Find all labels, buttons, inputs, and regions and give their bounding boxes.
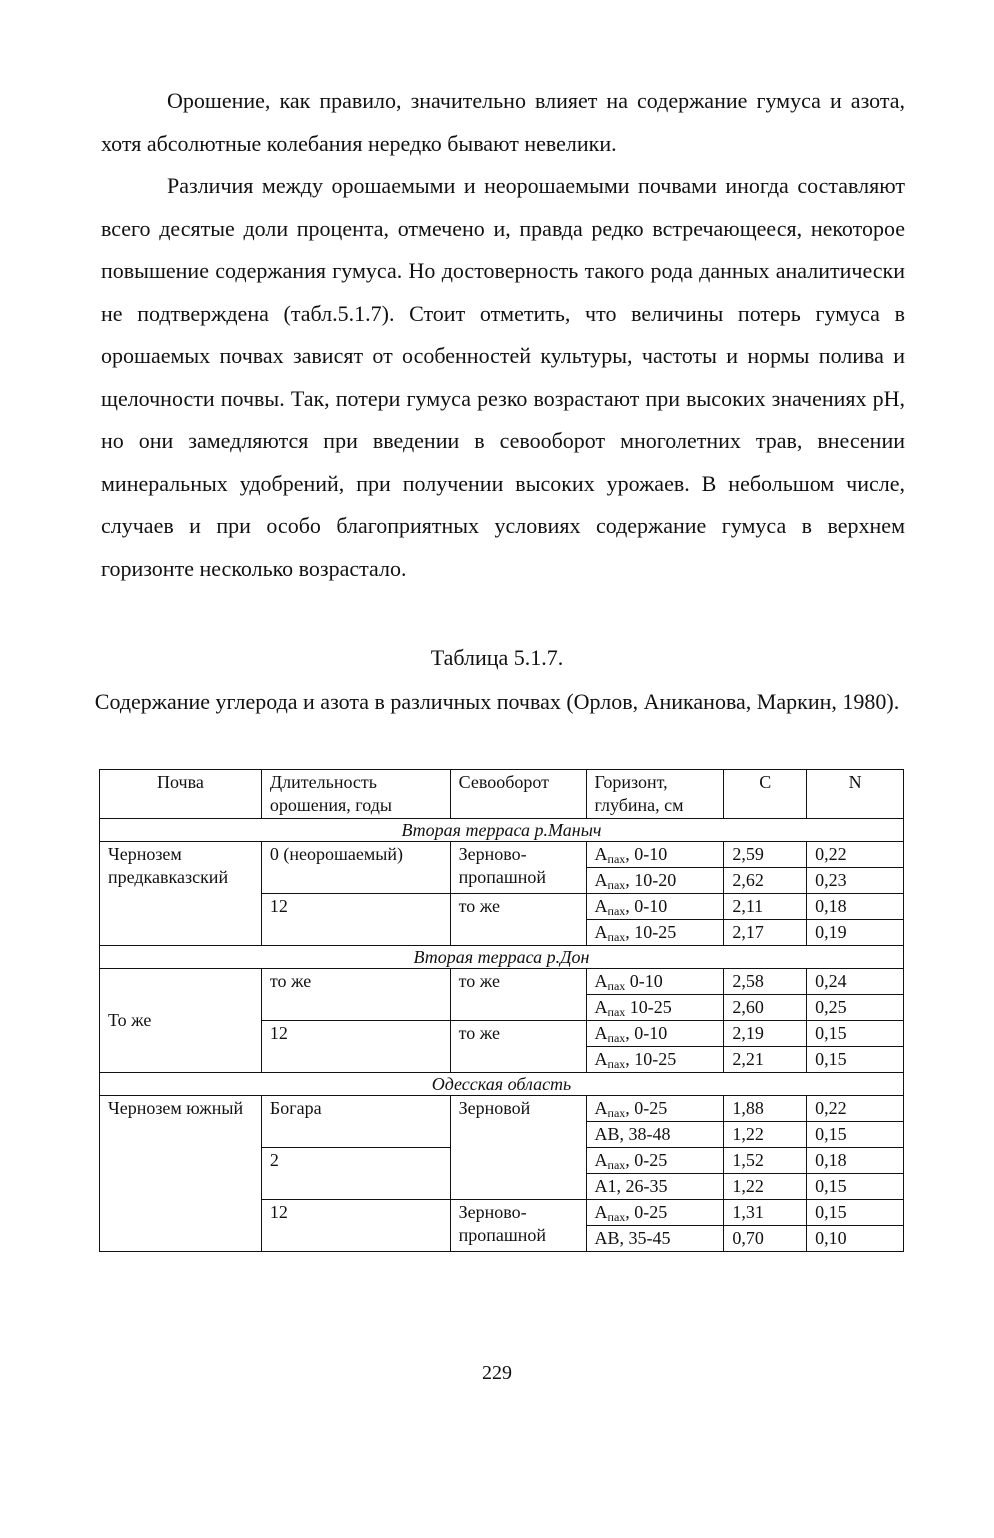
rotation-cell: то же <box>450 1021 586 1073</box>
header-duration: Длительность орошения, годы <box>261 770 450 819</box>
horizon-cell: $A_{пах}$ 0-10 <box>586 969 724 995</box>
horizon-cell: AB, 35-45 <box>586 1226 724 1252</box>
table-row <box>100 842 904 868</box>
c-value: 1,88 <box>724 1096 807 1122</box>
horizon-cell: AB, 38-48 <box>586 1122 724 1148</box>
c-value: 1,31 <box>724 1200 807 1226</box>
duration-cell: 12 <box>261 1200 450 1252</box>
c-value: 2,62 <box>724 868 807 894</box>
table-row <box>100 1096 904 1122</box>
rotation-cell: Зерново-пропашной <box>450 1200 586 1252</box>
duration-cell: 12 <box>261 894 450 946</box>
header-rotation: Севооборот <box>450 770 586 819</box>
n-value: 0,15 <box>807 1047 904 1073</box>
n-value: 0,18 <box>807 1148 904 1174</box>
section-title: Вторая терраса р.Маныч <box>100 819 904 842</box>
table-title: Содержание углерода и азота в различных почвах (Орлов, Аниканова, Маркин, 1980). <box>94 689 900 714</box>
n-value: 0,15 <box>807 1122 904 1148</box>
section-row <box>100 819 904 842</box>
n-value: 0,22 <box>807 1096 904 1122</box>
n-value: 0,24 <box>807 969 904 995</box>
c-value: 2,59 <box>724 842 807 868</box>
n-value: 0,23 <box>807 868 904 894</box>
rotation-cell: то же <box>450 969 586 1021</box>
paragraph-2: Различия между орошаемыми и неорошаемыми почвами иногда составляют всего десятые доли процента, отмечено и, правда редко встречающееся, некоторое повышение содержания гумуса. Но достоверность такого рода данных аналитически не подтверждена (табл.5.1.7). Стоит отметить, что величины потерь гумуса в орошаемых почвах зависят от особенностей культуры, частоты и нормы полива и щелочности почвы. Так, потери гумуса резко возрастают при высоких значениях pH, но они замедляются при введении в севооборот многолетних трав, внесении минеральных удобрений, при получении высоких урожаев. В небольшом числе, случаев и при особо благоприятных условиях содержание гумуса в верхнем горизонте несколько возрастало. <box>101 173 905 581</box>
n-value: 0,25 <box>807 995 904 1021</box>
horizon-cell: $A_{пах}$, 0-10 <box>586 1021 724 1047</box>
n-value: 0,15 <box>807 1174 904 1200</box>
c-value: 2,60 <box>724 995 807 1021</box>
n-value: 0,15 <box>807 1021 904 1047</box>
table-caption: Таблица 5.1.7. <box>430 645 564 670</box>
section-row <box>100 1073 904 1096</box>
rotation-cell: Зерново-пропашной <box>450 842 586 894</box>
horizon-cell: $A_{пах}$, 10-25 <box>586 920 724 946</box>
c-value: 1,22 <box>724 1174 807 1200</box>
n-value: 0,22 <box>807 842 904 868</box>
section-row <box>100 946 904 969</box>
soil-cell: Чернозем предкавказский <box>100 842 262 946</box>
duration-cell: 0 (неорошаемый) <box>261 842 450 894</box>
header-c: C <box>724 770 807 819</box>
duration-cell: Богара <box>261 1096 450 1148</box>
duration-cell: 2 <box>261 1148 450 1200</box>
horizon-cell: $A_{пах}$, 0-25 <box>586 1096 724 1122</box>
horizon-cell: $A_{пах}$, 0-10 <box>586 894 724 920</box>
c-value: 0,70 <box>724 1226 807 1252</box>
n-value: 0,18 <box>807 894 904 920</box>
table-header-row <box>100 770 904 819</box>
soil-cell: То же <box>100 969 262 1073</box>
c-value: 1,52 <box>724 1148 807 1174</box>
table-row <box>100 969 904 995</box>
c-value: 1,22 <box>724 1122 807 1148</box>
page-number: 229 <box>482 1362 512 1384</box>
section-title: Одесская область <box>100 1073 904 1096</box>
duration-cell: то же <box>261 969 450 1021</box>
section-title: Вторая терраса р.Дон <box>100 946 904 969</box>
n-value: 0,10 <box>807 1226 904 1252</box>
c-value: 2,58 <box>724 969 807 995</box>
c-value: 2,11 <box>724 894 807 920</box>
c-value: 2,21 <box>724 1047 807 1073</box>
n-value: 0,19 <box>807 920 904 946</box>
paragraph-1: Орошение, как правило, значительно влияет на содержание гумуса и азота, хотя абсолютные колебания нередко бывают невелики. <box>101 88 905 156</box>
horizon-cell: $A_{пах}$ 10-25 <box>586 995 724 1021</box>
header-soil: Почва <box>100 770 262 819</box>
header-n: N <box>807 770 904 819</box>
soil-cell: Чернозем южный <box>100 1096 262 1252</box>
horizon-cell: $A_{пах}$, 0-25 <box>586 1148 724 1174</box>
header-horizon: Горизонт, глубина, см <box>586 770 724 819</box>
horizon-cell: A1, 26-35 <box>586 1174 724 1200</box>
rotation-cell: то же <box>450 894 586 946</box>
n-value: 0,15 <box>807 1200 904 1226</box>
horizon-cell: $A_{пах}$, 0-10 <box>586 842 724 868</box>
soil-carbon-nitrogen-table <box>99 769 904 1252</box>
horizon-cell: $A_{пах}$, 10-25 <box>586 1047 724 1073</box>
horizon-cell: $A_{пах}$, 10-20 <box>586 868 724 894</box>
c-value: 2,19 <box>724 1021 807 1047</box>
rotation-cell: Зерновой <box>450 1096 586 1200</box>
horizon-cell: $A_{пах}$, 0-25 <box>586 1200 724 1226</box>
duration-cell: 12 <box>261 1021 450 1073</box>
c-value: 2,17 <box>724 920 807 946</box>
